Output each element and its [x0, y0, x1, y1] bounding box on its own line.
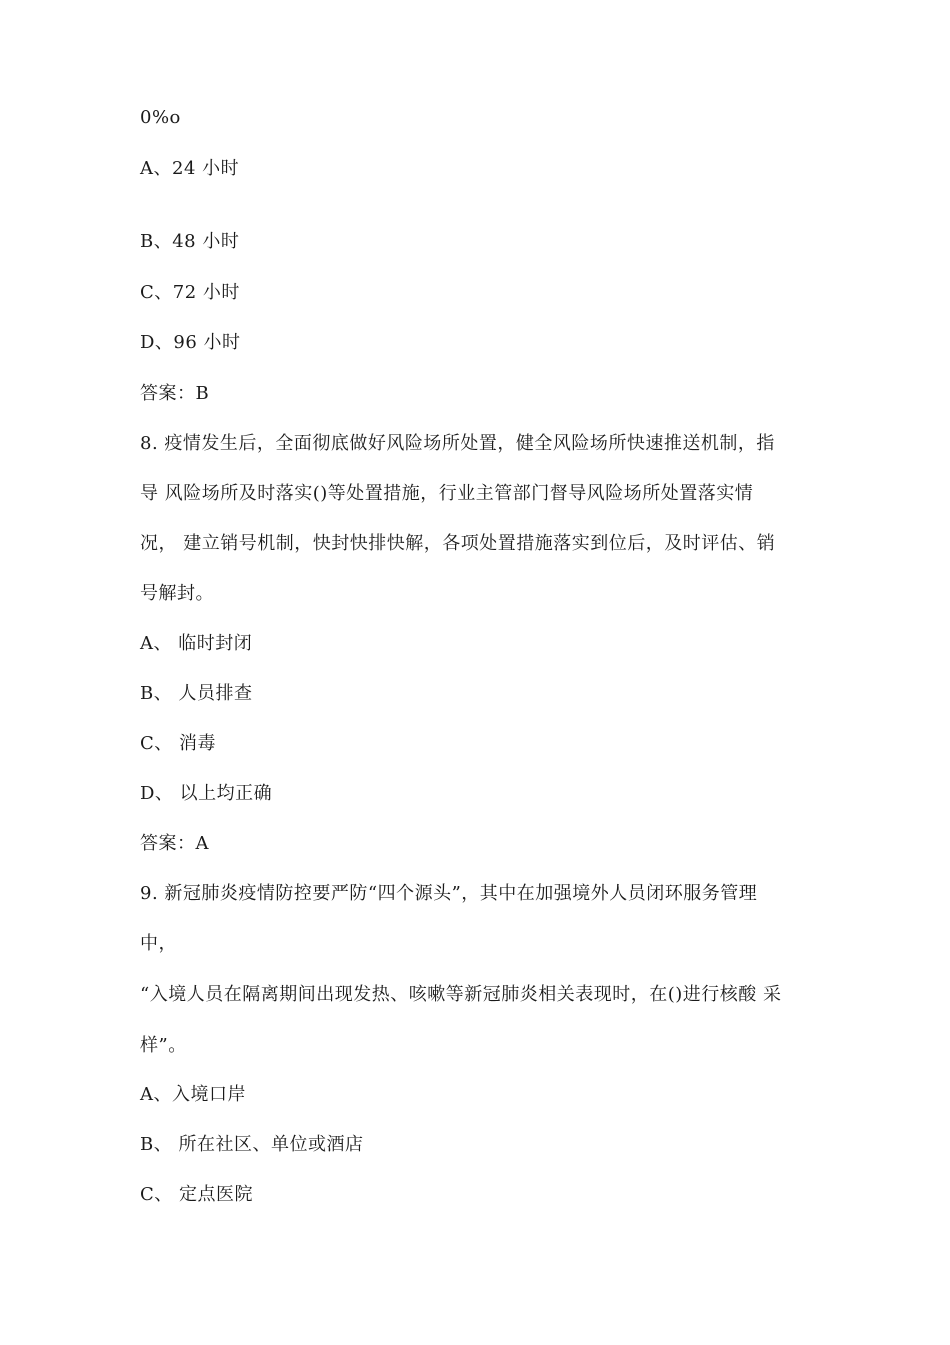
q7-option-c: C、72 小时 [140, 282, 240, 303]
q9-text-line-3: “入境人员在隔离期间出现发热、咳嗽等新冠肺炎相关表现时，在()进行核酸 采 [140, 984, 782, 1005]
q9-option-c: C、 定点医院 [140, 1184, 253, 1205]
q9-text-line-2: 中， [140, 933, 177, 954]
q8-option-c: C、 消毒 [140, 733, 216, 754]
q8-option-b: B、 人员排查 [140, 683, 253, 704]
q8-answer: 答案：A [140, 833, 209, 854]
q8-text-line-2: 导 风险场所及时落实()等处置措施，行业主管部门督导风险场所处置落实情 [140, 483, 754, 504]
q8-text-line-3: 况， 建立销号机制，快封快排快解，各项处置措施落实到位后，及时评估、销 [140, 533, 776, 554]
q8-text-line-4: 号解封。 [140, 583, 214, 604]
q9-text-line-1: 9. 新冠肺炎疫情防控要严防“四个源头”，其中在加强境外人员闭环服务管理 [140, 883, 758, 904]
q9-text-line-4: 样”。 [140, 1035, 187, 1056]
q7-option-b: B、48 小时 [140, 231, 240, 252]
q9-option-b: B、 所在社区、单位或酒店 [140, 1134, 364, 1155]
q7-answer: 答案：B [140, 383, 210, 404]
q8-option-d: D、 以上均正确 [140, 783, 273, 804]
text-line-percent: 0%o [140, 107, 181, 128]
q7-option-d: D、96 小时 [140, 332, 241, 353]
q8-option-a: A、 临时封闭 [140, 633, 253, 654]
q9-option-a: A、入境口岸 [140, 1084, 246, 1105]
q7-option-a: A、24 小时 [140, 158, 240, 179]
q8-text-line-1: 8. 疫情发生后，全面彻底做好风险场所处置，健全风险场所快速推送机制，指 [140, 433, 775, 454]
